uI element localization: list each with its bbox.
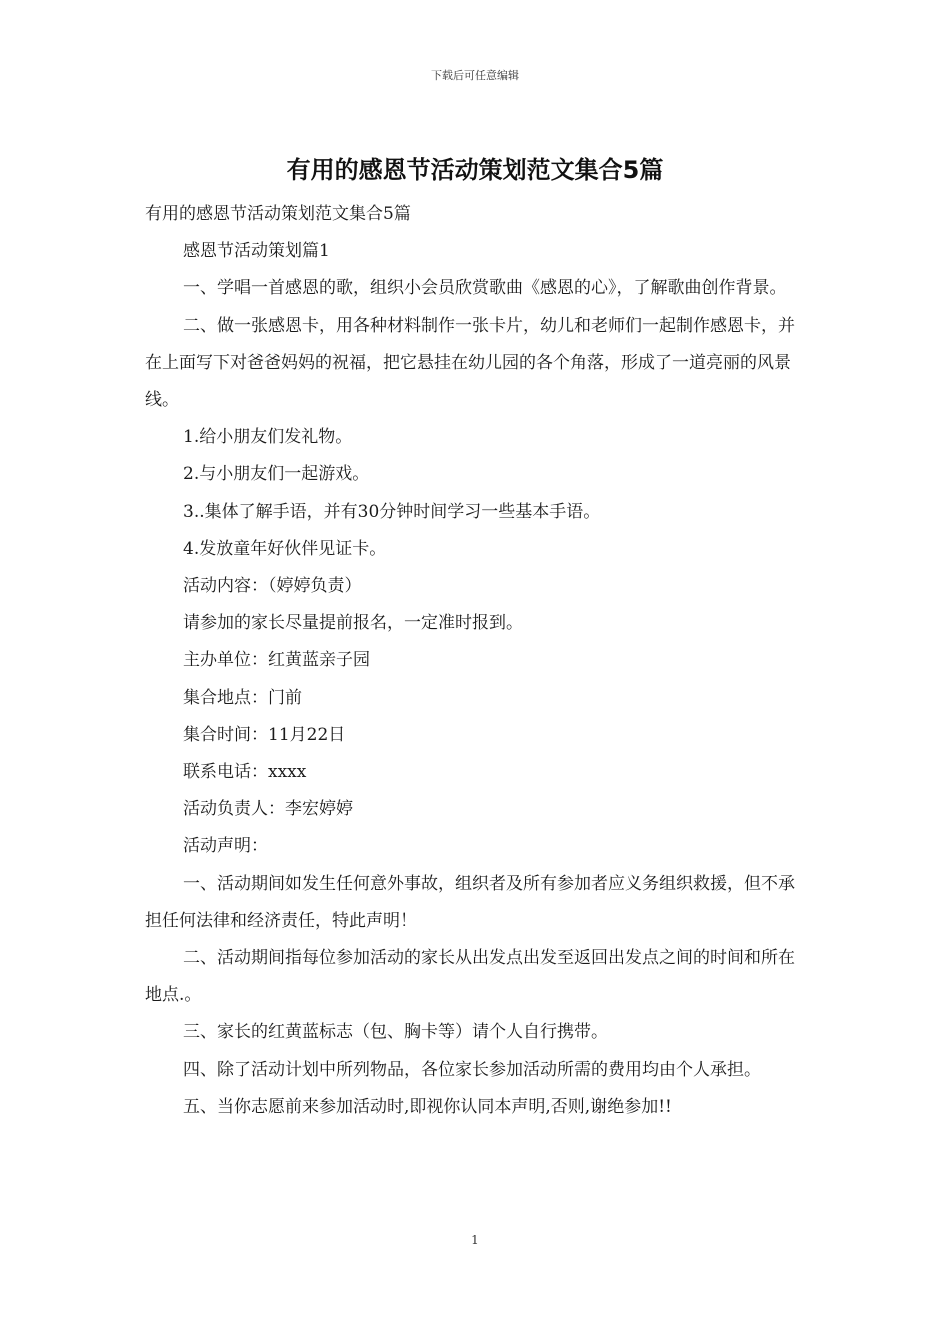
info-line: 联系电话：xxxx	[183, 762, 307, 783]
body-paragraph: 活动声明：	[183, 836, 268, 857]
body-paragraph: 一、活动期间如发生任何意外事故，组织者及所有参加者应义务组织救援，但不承担任何法律和经济责任，特此声明！	[145, 873, 795, 931]
list-item: 3..集体了解手语，并有30分钟时间学习一些基本手语。	[183, 501, 601, 522]
body-paragraph: 五、当你志愿前来参加活动时,即视你认同本声明,否则,谢绝参加!!	[183, 1096, 672, 1117]
info-line: 集合时间：11月22日	[183, 724, 346, 745]
info-line: 活动负责人：李宏婷婷	[183, 799, 353, 820]
body-paragraph: 活动内容：（婷婷负责）	[183, 576, 362, 597]
info-line: 集合地点：门前	[183, 687, 302, 708]
list-item: 2.与小朋友们一起游戏。	[183, 464, 370, 485]
list-item: 1.给小朋友们发礼物。	[183, 427, 353, 448]
header-note: 下载后可任意编辑	[431, 69, 519, 82]
section-heading: 感恩节活动策划篇1	[183, 241, 330, 262]
body-paragraph: 二、活动期间指每位参加活动的家长从出发点出发至返回出发点之间的时间和所在地点.。	[145, 948, 795, 1006]
subtitle-paragraph: 有用的感恩节活动策划范文集合5篇	[145, 204, 411, 224]
document-body	[145, 196, 810, 1126]
list-item: 4.发放童年好伙伴见证卡。	[183, 538, 387, 559]
page-number: 1	[471, 1233, 479, 1247]
document-title: 有用的感恩节活动策划范文集合5篇	[286, 156, 664, 184]
body-paragraph: 请参加的家长尽量提前报名，一定准时报到。	[183, 613, 523, 634]
body-paragraph: 三、家长的红黄蓝标志（包、胸卡等）请个人自行携带。	[183, 1022, 608, 1043]
info-line: 主办单位：红黄蓝亲子园	[183, 650, 370, 671]
body-paragraph: 二、做一张感恩卡，用各种材料制作一张卡片，幼儿和老师们一起制作感恩卡，并在上面写下对爸爸妈妈的祝福，把它悬挂在幼儿园的各个角落，形成了一道亮丽的风景线。	[145, 315, 795, 411]
body-paragraph: 四、除了活动计划中所列物品，各位家长参加活动所需的费用均由个人承担。	[183, 1059, 761, 1080]
body-paragraph: 一、学唱一首感恩的歌，组织小会员欣赏歌曲《感恩的心》，了解歌曲创作背景。	[183, 278, 787, 299]
